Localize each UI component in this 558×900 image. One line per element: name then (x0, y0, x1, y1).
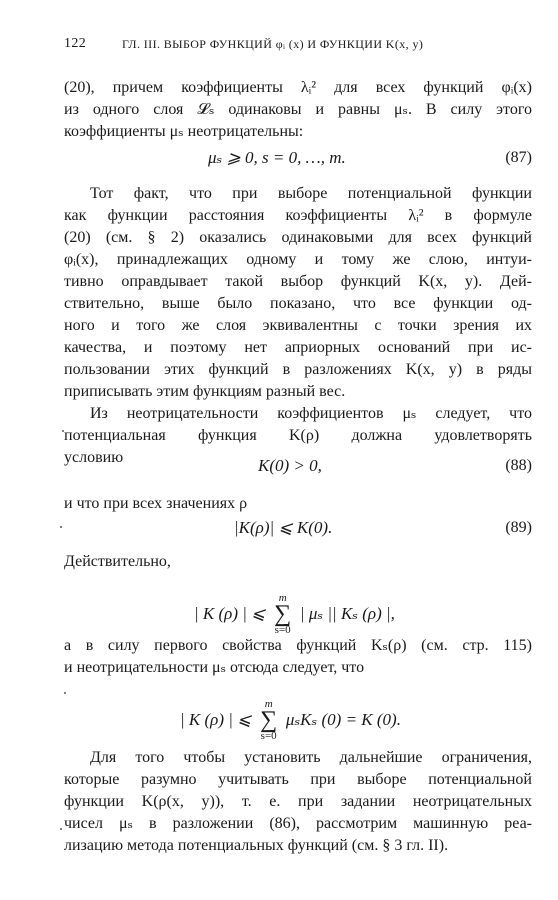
scan-speck (60, 828, 62, 830)
text-line: тивно оправдывает такой выбор функций K(x, y). Дей- (64, 273, 532, 290)
sum-inequality (64, 592, 532, 637)
text-line: ствительно, выше было показано, что все функции од- (64, 295, 532, 312)
equation-87 (64, 146, 532, 170)
text-line: приписывать этим функциям разный вес. (64, 383, 346, 400)
text-line: Из неотрицательности коэффициентов μₛ следует, что (90, 405, 532, 422)
text-line: пользовании этих функций в разложениях K(x, y) в ряды (64, 361, 532, 378)
equation-formula: μₛ ⩾ 0, s = 0, …, m. (208, 148, 346, 167)
text-line: которые разумно учитывать при выборе потенциальной (64, 771, 532, 788)
text-line: функции K(ρ(x, y)), т. е. при задании неотрицательных (64, 793, 532, 810)
sum-lhs: | K (ρ) | ⩽ (194, 604, 266, 623)
text-line: φᵢ(x), принадлежащих одному и тому же слою, интуи- (64, 251, 532, 268)
text-line: (20), причем коэффициенты λᵢ² для всех функций φᵢ(x) (64, 79, 532, 96)
equation-88 (64, 454, 532, 478)
equation-number: (89) (505, 519, 532, 536)
sum-upper-limit: m (278, 592, 287, 605)
sum-rhs: | μₛ || Kₛ (ρ) |, (299, 604, 395, 623)
sum-upper-limit: m (264, 698, 273, 711)
text-line: как функции расстояния коэффициенты λᵢ² в формуле (64, 207, 532, 224)
text-line: а в силу первого свойства функций Kₛ(ρ) (см. стр. 115) (64, 637, 532, 654)
summation-sign: m ∑ s=0 (272, 602, 294, 628)
sum-lower-limit: s=0 (260, 730, 277, 743)
text-line: чисел μₛ в разложении (86), рассмотрим машинную реа- (64, 815, 532, 832)
scan-speck (64, 692, 66, 694)
text-line: условию (64, 449, 124, 466)
scan-speck (60, 526, 62, 528)
page-number: 122 (64, 36, 87, 51)
text-line: и неотрицательности μₛ отсюда следует, что (64, 659, 365, 676)
text-line: и что при всех значениях ρ (64, 495, 248, 512)
sum-bound (64, 698, 532, 743)
text-line: качества, и поэтому нет априорных оснований при ис- (64, 339, 532, 356)
sum-rhs: μₛKₛ (0) = K (0). (285, 710, 401, 729)
text-line: ного и того же слоя эквивалентны с точки зрения их (64, 317, 532, 334)
text-line: Для того чтобы установить дальнейшие ограничения, (90, 749, 532, 766)
scan-speck (62, 430, 64, 432)
equation-number: (87) (505, 149, 532, 166)
running-title: ГЛ. III. ВЫБОР ФУНКЦИЙ φᵢ (x) И ФУНКЦИИ K(x, y) (122, 37, 424, 51)
text-line: Действительно, (64, 553, 171, 570)
equation-formula: K(0) > 0, (258, 456, 322, 475)
equation-formula: |K(ρ)| ⩽ K(0). (234, 518, 333, 537)
text-line: лизацию метода потенциальных функций (см. § 3 гл. II). (64, 837, 449, 854)
text-line: из одного слоя 𝓛ₛ одинаковы и равны μₛ. В силу этого (64, 101, 532, 118)
text-line: Тот факт, что при выборе потенциальной функции (90, 185, 532, 202)
text-line: коэффициенты μₛ неотрицательны: (64, 123, 304, 140)
text-line: потенциальная функция K(ρ) должна удовлетворять (64, 427, 532, 444)
equation-89 (64, 516, 532, 540)
summation-sign: m ∑ s=0 (258, 708, 280, 734)
equation-number: (88) (505, 457, 532, 474)
sum-lower-limit: s=0 (274, 624, 291, 637)
sum-lhs: | K (ρ) | ⩽ (180, 710, 252, 729)
text-line: (20) (см. § 2) оказались одинаковыми для всех функций (64, 229, 532, 246)
